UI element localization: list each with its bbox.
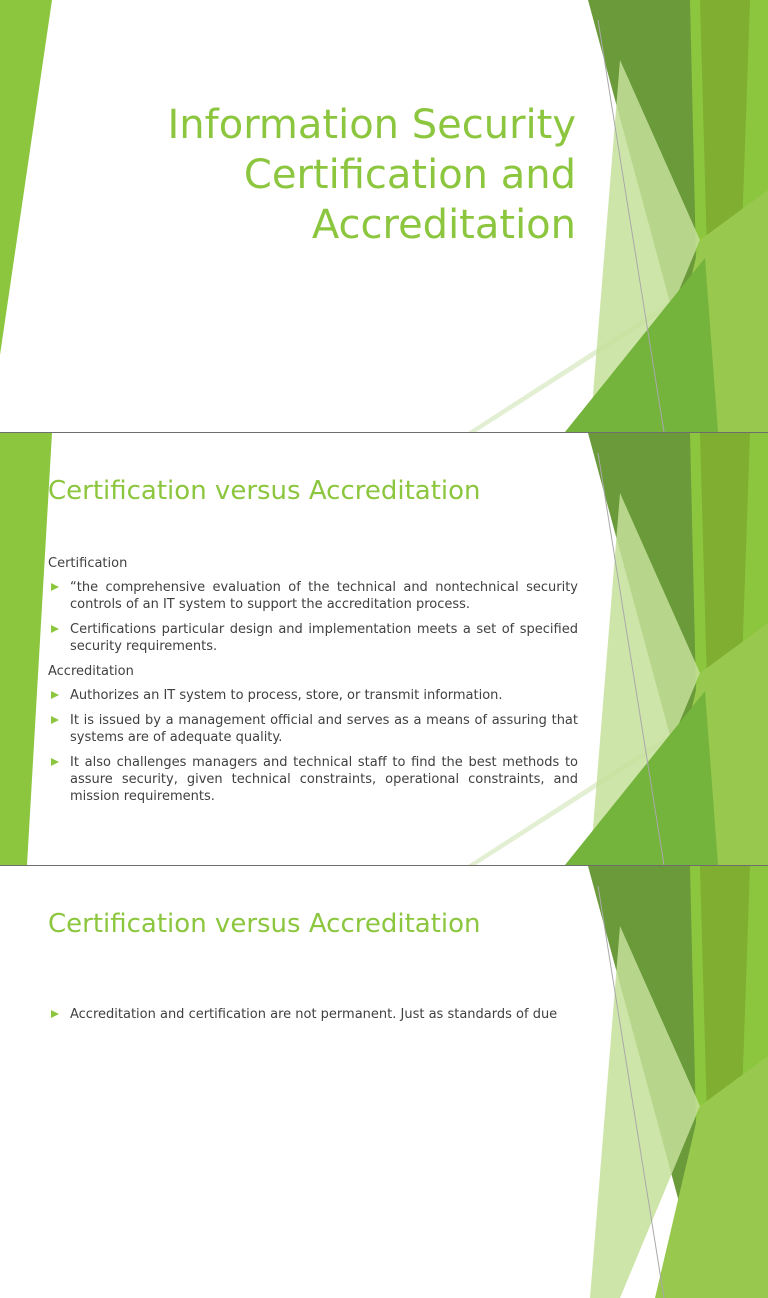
bullet-arrow-icon <box>51 716 59 724</box>
bullet-list <box>48 579 578 655</box>
list-item <box>48 579 578 613</box>
content-slide <box>0 866 768 1298</box>
slide-body <box>48 1006 578 1031</box>
bullet-list <box>48 1006 578 1023</box>
section-label-accreditation: Accreditation <box>48 664 134 679</box>
bullet-arrow-icon <box>51 758 59 766</box>
slide-body <box>48 555 578 813</box>
title-line: Certification and <box>243 152 576 198</box>
bullet-text: “the comprehensive evaluation of the technical and nontechnical security controls of an IT system to support the accreditation process. <box>70 580 578 612</box>
bullet-text: Authorizes an IT system to process, store, or transmit information. <box>70 688 503 703</box>
list-item <box>48 754 578 805</box>
content-slide <box>0 433 768 865</box>
bullet-text: It also challenges managers and technical staff to find the best methods to assure security, given technical constraints, operational constraints, and mission requirements. <box>70 755 578 804</box>
slide-title: Certification versus Accreditation <box>48 909 481 939</box>
title-slide <box>0 0 768 432</box>
bullet-text: Accreditation and certification are not permanent. Just as standards of due <box>70 1007 558 1022</box>
section-label-certification: Certification <box>48 556 128 571</box>
bullet-arrow-icon <box>51 583 59 591</box>
bullet-arrow-icon <box>51 625 59 633</box>
title-line: Accreditation <box>311 202 576 248</box>
slide-title: Certification versus Accreditation <box>48 476 481 506</box>
bullet-list <box>48 687 578 805</box>
list-item <box>48 621 578 655</box>
list-item <box>48 712 578 746</box>
bullet-arrow-icon <box>51 1010 59 1018</box>
bullet-text: Certifications particular design and implementation meets a set of specified security requirements. <box>70 622 578 654</box>
bullet-arrow-icon <box>51 691 59 699</box>
bullet-text: It is issued by a management official and serves as a means of assuring that systems are of adequate quality. <box>70 713 578 745</box>
presentation-title <box>56 100 576 250</box>
title-line: Information Security <box>167 102 576 148</box>
list-item <box>48 687 578 704</box>
list-item <box>48 1006 578 1023</box>
